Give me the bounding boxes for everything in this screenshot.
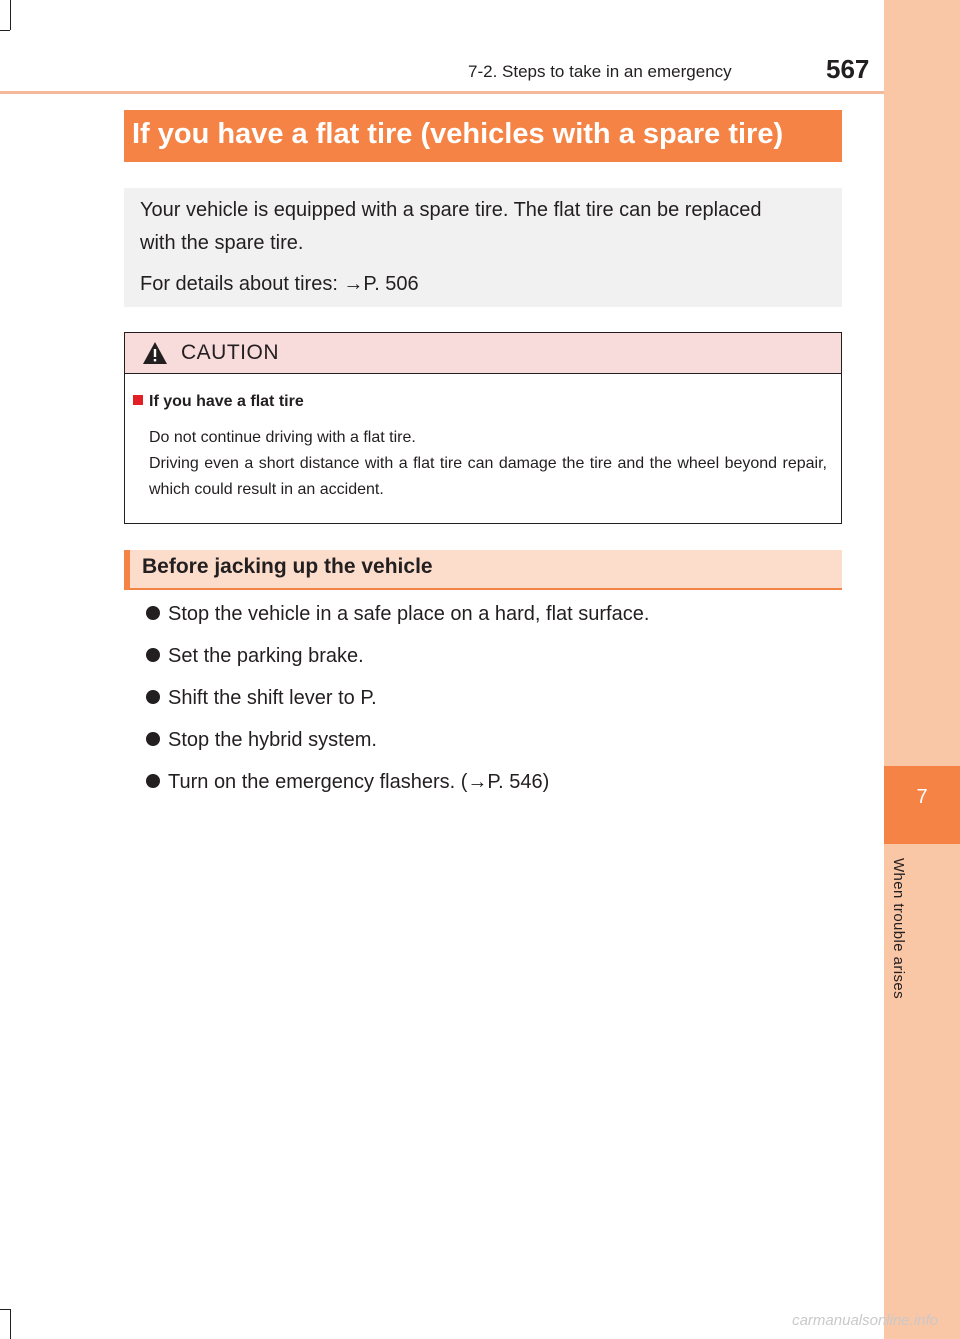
bullet-icon [146,648,160,662]
watermark: carmanualsonline.info [792,1312,938,1329]
list-item [146,598,649,640]
caution-body [149,425,827,503]
caution-line-2: Driving even a short distance with a flat tire can damage the tire and the wheel beyond repair, which could result in an accident. [149,455,827,498]
caution-box [124,332,842,524]
bullet-list [146,598,649,808]
header-rule [0,91,884,94]
chapter-number: 7 [916,786,928,808]
side-tab [884,0,960,1339]
list-item-text: Set the parking brake. [168,645,364,667]
caution-subheading [133,393,304,411]
crop-mark-top-left-h [0,30,10,31]
tire-details-reference[interactable]: For details about tires: →P. 506 [140,273,419,295]
caution-label: CAUTION [181,341,279,364]
list-item-text: Stop the hybrid system. [168,729,377,751]
bullet-icon [146,732,160,746]
page-number: 567 [826,54,870,84]
section-heading-text: Before jacking up the vehicle [142,555,433,578]
warning-triangle-icon [142,341,168,365]
bullet-icon [146,606,160,620]
list-item [146,640,649,682]
bullet-icon [146,690,160,704]
crop-mark-bottom-left-h [0,1309,10,1310]
crop-mark-bottom-left-v [10,1309,11,1339]
intro-line-1: Your vehicle is equipped with a spare tire. The flat tire can be replaced [140,199,762,221]
caution-header [125,333,841,374]
list-item[interactable] [146,766,649,808]
bullet-icon [146,774,160,788]
header-section: 7-2. Steps to take in an emergency [468,62,732,81]
section-heading [124,550,842,590]
list-item-text: Shift the shift lever to P. [168,687,377,709]
caution-line-1: Do not continue driving with a flat tire. [149,429,416,446]
intro-box [124,188,842,307]
list-item-text: Stop the vehicle in a safe place on a hard, flat surface. [168,603,650,625]
intro-line-2: with the spare tire. [140,232,304,254]
crop-mark-top-left-v [10,0,11,30]
list-item-text: Turn on the emergency flashers. (→P. 546) [168,771,550,793]
list-item [146,724,649,766]
page-title: If you have a flat tire (vehicles with a spare tire) [124,110,842,162]
caution-subheading-text: If you have a flat tire [149,393,304,410]
list-item [146,682,649,724]
red-square-icon [133,395,143,405]
chapter-title: When trouble arises [890,858,907,999]
